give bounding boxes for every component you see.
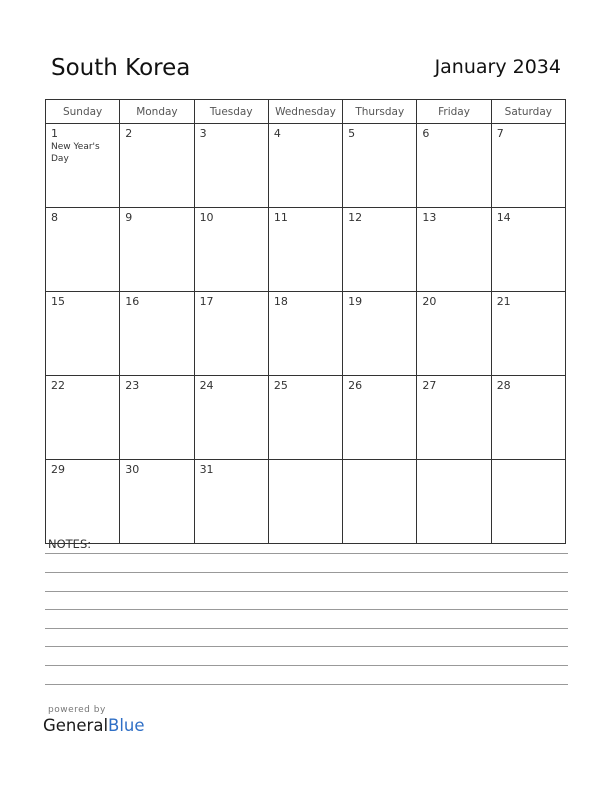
day-number: 4 <box>273 127 281 140</box>
day-cell <box>343 376 417 460</box>
day-cell <box>268 460 342 544</box>
week-row <box>46 124 566 208</box>
day-number: 24 <box>199 379 214 392</box>
day-number: 12 <box>348 211 363 224</box>
day-cell <box>194 292 268 376</box>
day-number: 14 <box>496 211 511 224</box>
day-number: 11 <box>273 211 288 224</box>
day-number: 1 <box>51 127 58 140</box>
day-cell <box>417 208 491 292</box>
weekday-header: Sunday <box>46 100 120 124</box>
day-number: 6 <box>422 127 430 140</box>
day-number: 17 <box>199 295 214 308</box>
day-cell <box>343 292 417 376</box>
day-cell <box>46 124 120 208</box>
day-number: 3 <box>199 127 207 140</box>
weekday-header: Tuesday <box>194 100 268 124</box>
day-cell <box>343 208 417 292</box>
day-number: 25 <box>273 379 288 392</box>
note-line <box>45 665 568 666</box>
day-cell <box>194 460 268 544</box>
day-cell <box>491 208 565 292</box>
day-cell <box>120 460 194 544</box>
note-line <box>45 646 568 647</box>
day-cell <box>194 124 268 208</box>
day-cell <box>268 376 342 460</box>
day-number: 19 <box>348 295 363 308</box>
day-number: 27 <box>422 379 437 392</box>
calendar-grid <box>45 99 566 544</box>
holiday-label: New Year's Day <box>51 142 100 164</box>
day-number: 22 <box>51 379 65 392</box>
month-year-label: January 2034 <box>434 56 561 78</box>
note-line <box>45 609 568 610</box>
day-number: 26 <box>348 379 363 392</box>
day-cell <box>268 292 342 376</box>
day-cell <box>194 208 268 292</box>
day-cell <box>491 292 565 376</box>
day-cell <box>46 460 120 544</box>
brand-blue-text: Blue <box>108 716 145 735</box>
day-cell <box>268 208 342 292</box>
weekday-header: Thursday <box>343 100 417 124</box>
day-number: 15 <box>51 295 65 308</box>
week-row <box>46 208 566 292</box>
day-number: 29 <box>51 463 65 476</box>
day-cell <box>417 376 491 460</box>
week-row <box>46 460 566 544</box>
day-number: 28 <box>496 379 511 392</box>
day-cell <box>194 376 268 460</box>
note-line <box>45 684 568 685</box>
day-number: 9 <box>125 211 133 224</box>
day-number: 8 <box>51 211 58 224</box>
day-cell <box>120 292 194 376</box>
day-cell <box>417 124 491 208</box>
day-cell <box>268 124 342 208</box>
day-cell <box>46 292 120 376</box>
week-row <box>46 292 566 376</box>
day-cell <box>120 124 194 208</box>
day-number: 30 <box>125 463 140 476</box>
day-cell <box>343 124 417 208</box>
week-row <box>46 376 566 460</box>
day-number: 10 <box>199 211 214 224</box>
weekday-header-row <box>46 100 566 124</box>
day-number: 18 <box>273 295 288 308</box>
day-number: 31 <box>199 463 214 476</box>
day-cell <box>46 376 120 460</box>
day-number: 13 <box>422 211 437 224</box>
day-cell <box>491 376 565 460</box>
generalblue-logo <box>43 716 145 735</box>
powered-by-label: powered by <box>48 705 106 715</box>
day-cell <box>120 376 194 460</box>
day-number: 7 <box>496 127 504 140</box>
note-line <box>45 572 568 573</box>
note-line <box>45 591 568 592</box>
note-line <box>45 628 568 629</box>
day-cell <box>417 460 491 544</box>
day-number: 23 <box>125 379 140 392</box>
day-number: 5 <box>348 127 356 140</box>
day-cell <box>343 460 417 544</box>
day-number: 20 <box>422 295 437 308</box>
weekday-header: Wednesday <box>268 100 342 124</box>
day-cell <box>491 460 565 544</box>
day-number: 16 <box>125 295 140 308</box>
weekday-header: Saturday <box>491 100 565 124</box>
day-cell <box>417 292 491 376</box>
note-line <box>45 553 568 554</box>
page-title: South Korea <box>51 55 191 81</box>
day-cell <box>120 208 194 292</box>
day-cell <box>491 124 565 208</box>
day-number: 21 <box>496 295 511 308</box>
day-number: 2 <box>125 127 133 140</box>
day-cell <box>46 208 120 292</box>
weekday-header: Monday <box>120 100 194 124</box>
brand-general-text: General <box>43 716 109 735</box>
weekday-header: Friday <box>417 100 491 124</box>
notes-label: NOTES: <box>48 537 92 551</box>
